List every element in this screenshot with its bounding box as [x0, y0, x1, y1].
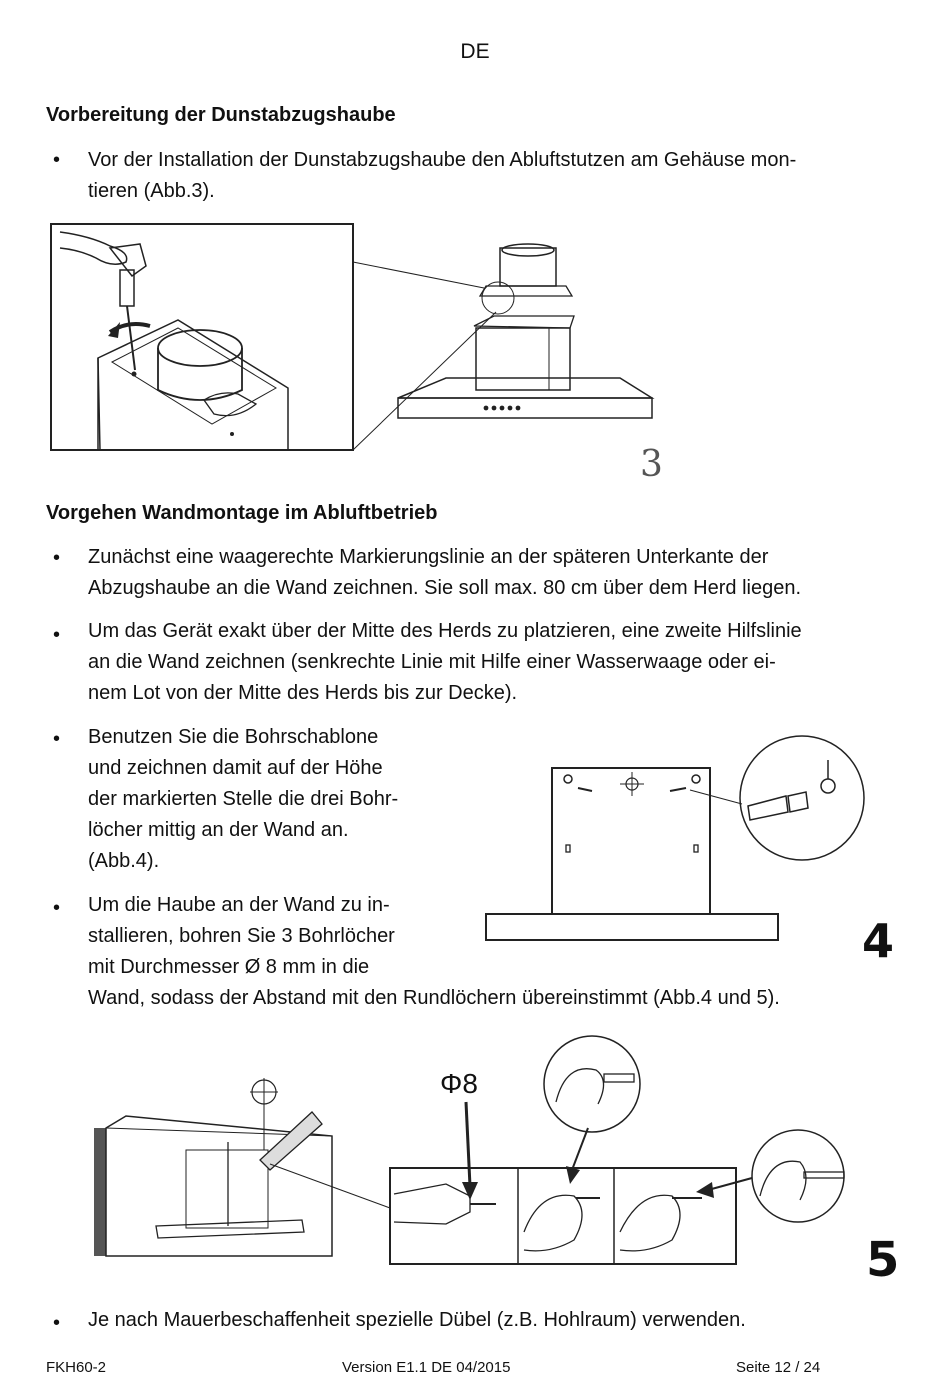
language-label: DE — [460, 40, 490, 63]
section-heading-preparation: Vorbereitung der Dunstabzugshaube — [46, 104, 396, 126]
bullet-text: Zunächst eine waagerechte Markierungslinie an der späteren Unterkante der Abzugshaube an die Wand zeichnen. Sie soll max. 80 cm über dem Herd liegen. — [88, 546, 801, 599]
bullet-text: Je nach Mauerbeschaffenheit spezielle Dübel (z.B. Hohlraum) verwenden. — [88, 1309, 746, 1331]
bullet-text: Um die Haube an der Wand zu in- stallieren, bohren Sie 3 Bohrlöcher mit Durchmesser Ø 8 mm in die Wand, sodass der Abstand mit den Rundlöchern übereinstimmt (Abb.4 und 5). — [88, 894, 780, 1009]
bullet-icon: • — [53, 897, 61, 919]
bullet-icon: • — [53, 624, 61, 646]
bullet-icon: • — [53, 728, 61, 750]
bullet-icon: • — [53, 547, 61, 569]
bullet-icon: • — [53, 149, 61, 171]
bullet-text: Um das Gerät exakt über der Mitte des Herds zu platzieren, eine zweite Hilfslinie an die Wand zeichnen (senkrechte Linie mit Hilfe einer Wasserwaage oder ei- nem Lot von der Mitte des Herds bis zur Decke). — [88, 620, 802, 704]
bullet-text: Vor der Installation der Dunstabzugshaube den Abluftstutzen am Gehäuse mon- tieren (Abb.3). — [88, 149, 797, 202]
bullet-text: Benutzen Sie die Bohrschablone und zeichnen damit auf der Höhe der markierten Stelle die drei Bohr- löcher mittig an der Wand an. (Abb.4). — [88, 726, 399, 872]
figure-4-number: 4 — [862, 914, 895, 968]
section-heading-wall-mounting: Vorgehen Wandmontage im Abluftbetrieb — [46, 502, 438, 524]
drill-diameter-label: Φ8 — [440, 1068, 478, 1099]
figure-5-number: 5 — [866, 1232, 900, 1288]
footer-version: Version E1.1 DE 04/2015 — [342, 1359, 511, 1376]
bullet-icon: • — [53, 1312, 61, 1334]
footer-page-number: Seite 12 / 24 — [736, 1359, 821, 1376]
footer-model: FKH60-2 — [46, 1359, 107, 1376]
figure-3-number: 3 — [640, 444, 663, 485]
